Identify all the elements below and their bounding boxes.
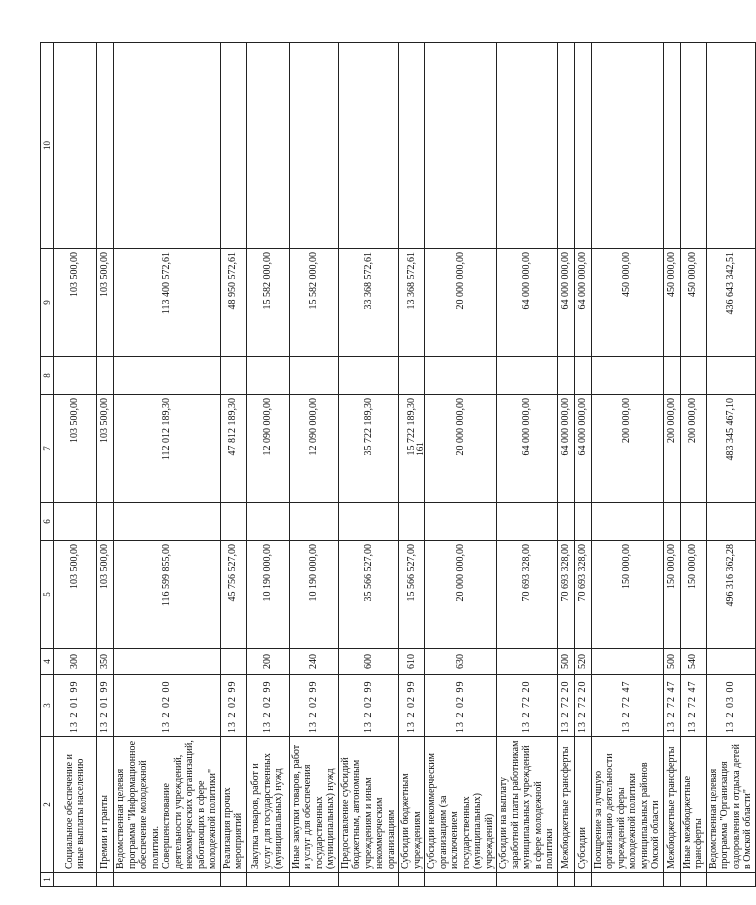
cell-c10 xyxy=(680,43,706,249)
cell-c8 xyxy=(399,357,425,395)
cell-blank xyxy=(220,873,246,887)
cell-c5: 150 000,00 xyxy=(663,541,680,649)
cell-c9: 33 368 572,61 xyxy=(338,249,399,357)
cell-c6 xyxy=(114,503,221,541)
table-row xyxy=(338,43,399,887)
cell-c7: 200 000,00 xyxy=(680,395,706,503)
cell-c10 xyxy=(591,43,663,249)
cell-c8 xyxy=(497,357,558,395)
cell-c6 xyxy=(706,503,755,541)
cell-blank xyxy=(574,873,591,887)
cell-c7: 483 345 467,10 xyxy=(706,395,755,503)
cell-code: 13 2 02 99 xyxy=(246,675,289,737)
cell-name: Ведомственная целевая программа "Информационное обеспечение молодежной политики. Совершенствование деятельности учреждений, некоммерческих организаций, работающих в сфере молодежной политики" xyxy=(114,737,221,873)
header-cell: 1 xyxy=(41,873,54,887)
cell-c10 xyxy=(97,43,114,249)
cell-c6 xyxy=(54,503,97,541)
cell-code: 13 2 03 00 xyxy=(706,675,755,737)
cell-blank xyxy=(706,873,755,887)
cell-c8 xyxy=(338,357,399,395)
cell-c9: 450 000,00 xyxy=(680,249,706,357)
cell-vr: 540 xyxy=(680,649,706,675)
cell-blank xyxy=(338,873,399,887)
cell-c7: 103 500,00 xyxy=(54,395,97,503)
header-cell: 9 xyxy=(41,249,54,357)
cell-c10 xyxy=(706,43,755,249)
cell-c8 xyxy=(425,357,497,395)
cell-c5: 10 190 000,00 xyxy=(289,541,338,649)
cell-code: 13 2 02 99 xyxy=(338,675,399,737)
cell-c10 xyxy=(663,43,680,249)
cell-blank xyxy=(497,873,558,887)
cell-c9: 20 000 000,00 xyxy=(425,249,497,357)
cell-vr: 240 xyxy=(289,649,338,675)
cell-blank xyxy=(591,873,663,887)
cell-code: 13 2 72 20 xyxy=(497,675,558,737)
cell-c8 xyxy=(246,357,289,395)
cell-c9: 15 582 000,00 xyxy=(246,249,289,357)
table-row xyxy=(114,43,221,887)
cell-c9: 64 000 000,00 xyxy=(557,249,574,357)
header-cell: 6 xyxy=(41,503,54,541)
header-cell: 7 xyxy=(41,395,54,503)
header-cell: 4 xyxy=(41,649,54,675)
cell-code: 13 2 72 47 xyxy=(680,675,706,737)
cell-vr: 520 xyxy=(574,649,591,675)
cell-c7: 200 000,00 xyxy=(591,395,663,503)
cell-c5: 35 566 527,00 xyxy=(338,541,399,649)
cell-c5: 10 190 000,00 xyxy=(246,541,289,649)
cell-c10 xyxy=(220,43,246,249)
cell-c10 xyxy=(338,43,399,249)
cell-c6 xyxy=(425,503,497,541)
cell-c7: 64 000 000,00 xyxy=(497,395,558,503)
cell-c10 xyxy=(557,43,574,249)
cell-c8 xyxy=(220,357,246,395)
cell-c10 xyxy=(289,43,338,249)
cell-blank xyxy=(289,873,338,887)
cell-vr: 600 xyxy=(338,649,399,675)
cell-code: 13 2 01 99 xyxy=(97,675,114,737)
cell-c6 xyxy=(557,503,574,541)
cell-name: Премии и гранты xyxy=(97,737,114,873)
cell-c5: 70 693 328,00 xyxy=(574,541,591,649)
cell-name: Иные закупки товаров, работ и услуг для обеспечения государственных (муниципальных) нужд xyxy=(289,737,338,873)
cell-blank xyxy=(425,873,497,887)
cell-c10 xyxy=(399,43,425,249)
cell-vr: 500 xyxy=(557,649,574,675)
cell-c6 xyxy=(591,503,663,541)
cell-c6 xyxy=(574,503,591,541)
table-row xyxy=(289,43,338,887)
cell-c5: 150 000,00 xyxy=(680,541,706,649)
cell-name: Закупка товаров, работ и услуг для государственных (муниципальных) нужд xyxy=(246,737,289,873)
cell-c5: 45 756 527,00 xyxy=(220,541,246,649)
table-row xyxy=(706,43,755,887)
cell-blank xyxy=(399,873,425,887)
cell-c10 xyxy=(574,43,591,249)
cell-code: 13 2 02 99 xyxy=(425,675,497,737)
cell-c6 xyxy=(338,503,399,541)
cell-vr: 500 xyxy=(663,649,680,675)
cell-code: 13 2 02 99 xyxy=(399,675,425,737)
table-row xyxy=(399,43,425,887)
cell-code: 13 2 72 20 xyxy=(557,675,574,737)
cell-c7: 112 012 189,30 xyxy=(114,395,221,503)
cell-blank xyxy=(246,873,289,887)
cell-c5: 15 566 527,00 xyxy=(399,541,425,649)
cell-c9: 450 000,00 xyxy=(591,249,663,357)
cell-c9: 450 000,00 xyxy=(663,249,680,357)
cell-c7: 200 000,00 xyxy=(663,395,680,503)
cell-c10 xyxy=(246,43,289,249)
cell-c6 xyxy=(399,503,425,541)
cell-code: 13 2 01 99 xyxy=(54,675,97,737)
cell-blank xyxy=(663,873,680,887)
cell-name: Поощрение за лучшую организацию деятельности учреждений сферы молодежной политики муниципальных районов Омской области xyxy=(591,737,663,873)
cell-vr xyxy=(497,649,558,675)
cell-name: Субсидии бюджетным учреждениям xyxy=(399,737,425,873)
cell-c10 xyxy=(54,43,97,249)
cell-c7: 103 500,00 xyxy=(97,395,114,503)
cell-name: Реализация прочих мероприятий xyxy=(220,737,246,873)
cell-c6 xyxy=(680,503,706,541)
cell-name: Ведомственная целевая программа "Организация оздоровления и отдыха детей в Омской области" xyxy=(706,737,755,873)
header-cell: 2 xyxy=(41,737,54,873)
cell-c8 xyxy=(706,357,755,395)
cell-c8 xyxy=(574,357,591,395)
cell-vr: 350 xyxy=(97,649,114,675)
cell-c7: 12 090 000,00 xyxy=(289,395,338,503)
cell-c6 xyxy=(220,503,246,541)
rotated-table-wrapper xyxy=(40,43,753,887)
header-cell: 5 xyxy=(41,541,54,649)
table-row xyxy=(220,43,246,887)
cell-vr xyxy=(114,649,221,675)
table-row xyxy=(591,43,663,887)
header-cell: 3 xyxy=(41,675,54,737)
cell-c7: 35 722 189,30 xyxy=(338,395,399,503)
cell-code: 13 2 02 99 xyxy=(220,675,246,737)
cell-c8 xyxy=(557,357,574,395)
cell-vr xyxy=(706,649,755,675)
cell-c9: 64 000 000,00 xyxy=(497,249,558,357)
table-row xyxy=(680,43,706,887)
cell-c7: 20 000 000,00 xyxy=(425,395,497,503)
cell-c10 xyxy=(425,43,497,249)
header-row xyxy=(41,43,54,887)
cell-c6 xyxy=(289,503,338,541)
cell-name: Предоставление субсидий бюджетным, автономным учреждениям и иным некоммерческим организациям xyxy=(338,737,399,873)
cell-name: Социальное обеспечение и иные выплаты населению xyxy=(54,737,97,873)
table-row xyxy=(425,43,497,887)
cell-code: 13 2 02 99 xyxy=(289,675,338,737)
cell-c8 xyxy=(114,357,221,395)
cell-c5: 150 000,00 xyxy=(591,541,663,649)
table-body xyxy=(41,43,756,887)
cell-c8 xyxy=(54,357,97,395)
cell-c5: 20 000 000,00 xyxy=(425,541,497,649)
cell-c6 xyxy=(497,503,558,541)
cell-c6 xyxy=(97,503,114,541)
cell-blank xyxy=(97,873,114,887)
cell-name: Субсидии xyxy=(574,737,591,873)
cell-c7: 15 722 189,30 xyxy=(399,395,425,503)
cell-c9: 13 368 572,61 xyxy=(399,249,425,357)
header-cell: 10 xyxy=(41,43,54,249)
cell-c9: 15 582 000,00 xyxy=(289,249,338,357)
cell-c9: 103 500,00 xyxy=(97,249,114,357)
cell-c6 xyxy=(246,503,289,541)
cell-c5: 70 693 328,00 xyxy=(497,541,558,649)
cell-c6 xyxy=(663,503,680,541)
cell-c9: 48 950 572,61 xyxy=(220,249,246,357)
cell-code: 13 2 72 47 xyxy=(591,675,663,737)
cell-c5: 116 599 855,00 xyxy=(114,541,221,649)
cell-c5: 103 500,00 xyxy=(97,541,114,649)
cell-c7: 64 000 000,00 xyxy=(557,395,574,503)
cell-c8 xyxy=(680,357,706,395)
table-row xyxy=(497,43,558,887)
budget-table xyxy=(40,42,756,887)
cell-c10 xyxy=(114,43,221,249)
cell-c8 xyxy=(97,357,114,395)
table-row xyxy=(574,43,591,887)
cell-code: 13 2 72 47 xyxy=(663,675,680,737)
cell-c5: 70 693 328,00 xyxy=(557,541,574,649)
cell-vr: 200 xyxy=(246,649,289,675)
cell-c5: 496 316 362,28 xyxy=(706,541,755,649)
cell-vr: 300 xyxy=(54,649,97,675)
cell-vr: 630 xyxy=(425,649,497,675)
cell-vr: 610 xyxy=(399,649,425,675)
table-row xyxy=(54,43,97,887)
cell-blank xyxy=(680,873,706,887)
cell-c7: 47 812 189,30 xyxy=(220,395,246,503)
table-row xyxy=(97,43,114,887)
cell-name: Субсидии на выплату заработной платы работникам муниципальных учреждений в сфере молодежной политики xyxy=(497,737,558,873)
cell-c10 xyxy=(497,43,558,249)
cell-code: 13 2 02 00 xyxy=(114,675,221,737)
cell-c9: 436 643 342,51 xyxy=(706,249,755,357)
cell-name: Субсидии некоммерческим организациям (за исключением государственных (муниципальных) учреждений) xyxy=(425,737,497,873)
cell-c8 xyxy=(663,357,680,395)
cell-c9: 64 000 000,00 xyxy=(574,249,591,357)
cell-blank xyxy=(54,873,97,887)
cell-c7: 64 000 000,00 xyxy=(574,395,591,503)
cell-blank xyxy=(557,873,574,887)
cell-vr xyxy=(591,649,663,675)
cell-code: 13 2 72 20 xyxy=(574,675,591,737)
table-row xyxy=(557,43,574,887)
page-number: 161 xyxy=(415,442,425,456)
cell-c8 xyxy=(289,357,338,395)
cell-name: Межбюджетные трансферты xyxy=(663,737,680,873)
cell-c5: 103 500,00 xyxy=(54,541,97,649)
cell-c8 xyxy=(591,357,663,395)
cell-name: Иные межбюджетные трансферты xyxy=(680,737,706,873)
cell-c9: 113 400 572,61 xyxy=(114,249,221,357)
cell-c7: 12 090 000,00 xyxy=(246,395,289,503)
cell-c9: 103 500,00 xyxy=(54,249,97,357)
table-row xyxy=(246,43,289,887)
cell-vr xyxy=(220,649,246,675)
header-cell: 8 xyxy=(41,357,54,395)
cell-name: Межбюджетные трансферты xyxy=(557,737,574,873)
cell-blank xyxy=(114,873,221,887)
table-row xyxy=(663,43,680,887)
